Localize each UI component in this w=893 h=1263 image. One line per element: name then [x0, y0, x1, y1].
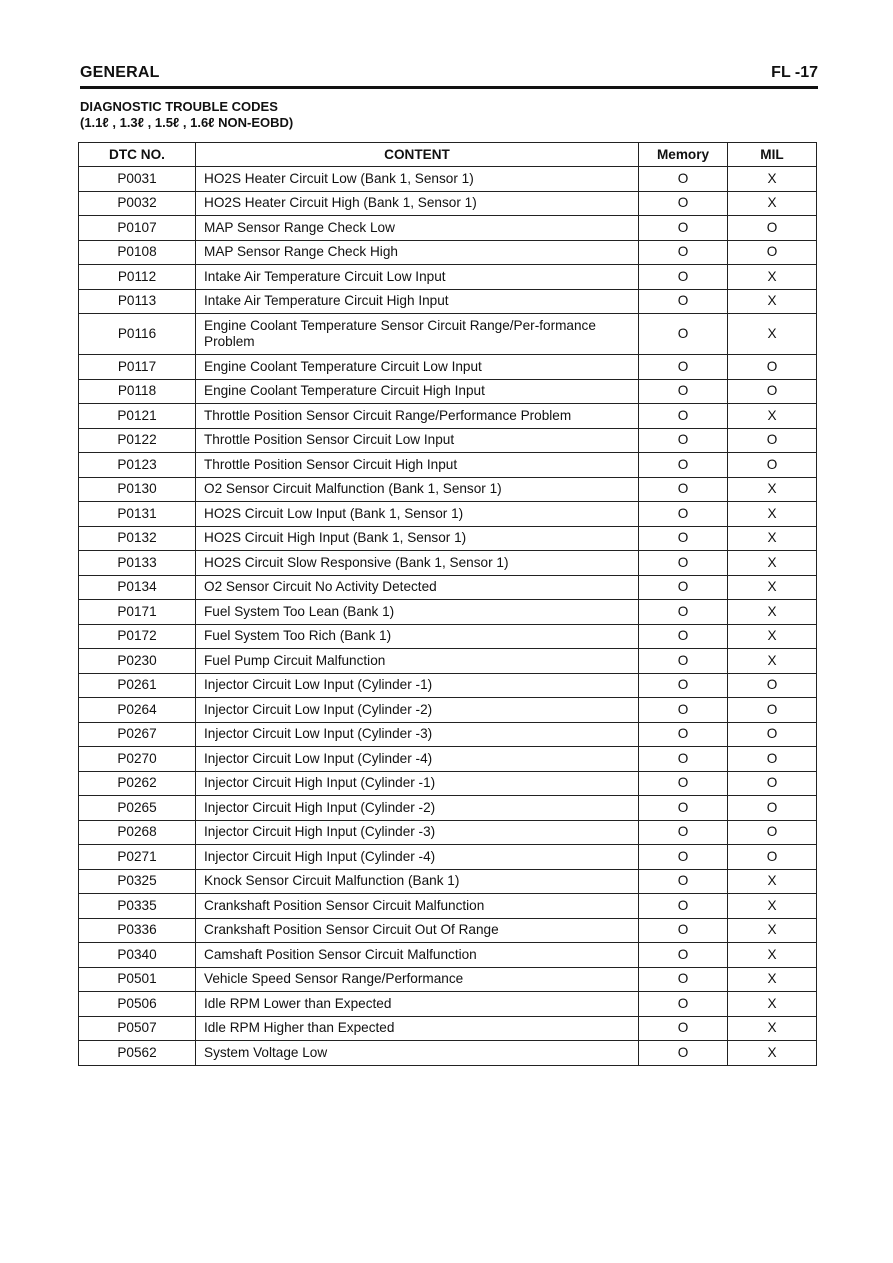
table-row — [79, 240, 817, 265]
table-row — [79, 894, 817, 919]
dtc-code-cell: P0134 — [79, 575, 196, 600]
content-cell: Engine Coolant Temperature Sensor Circuit Range/Per-formance Problem — [196, 314, 639, 355]
dtc-code-cell: P0131 — [79, 502, 196, 527]
content-cell: MAP Sensor Range Check High — [196, 240, 639, 265]
memory-cell: O — [639, 526, 728, 551]
mil-cell: O — [728, 216, 817, 241]
dtc-code-cell: P0230 — [79, 649, 196, 674]
table-row — [79, 551, 817, 576]
memory-cell: O — [639, 722, 728, 747]
mil-cell: O — [728, 771, 817, 796]
table-row — [79, 453, 817, 478]
column-header-dtc: DTC NO. — [79, 143, 196, 167]
column-header-content: CONTENT — [196, 143, 639, 167]
mil-cell: X — [728, 265, 817, 290]
mil-cell: X — [728, 918, 817, 943]
mil-cell: O — [728, 820, 817, 845]
table-row — [79, 869, 817, 894]
dtc-code-cell: P0172 — [79, 624, 196, 649]
mil-cell: O — [728, 453, 817, 478]
dtc-code-cell: P0501 — [79, 967, 196, 992]
content-cell: HO2S Circuit High Input (Bank 1, Sensor 1) — [196, 526, 639, 551]
mil-cell: X — [728, 624, 817, 649]
page-header — [80, 64, 818, 89]
memory-cell: O — [639, 216, 728, 241]
memory-cell: O — [639, 992, 728, 1017]
memory-cell: O — [639, 502, 728, 527]
content-cell: O2 Sensor Circuit No Activity Detected — [196, 575, 639, 600]
mil-cell: O — [728, 428, 817, 453]
memory-cell: O — [639, 624, 728, 649]
memory-cell: O — [639, 918, 728, 943]
content-cell: Intake Air Temperature Circuit High Input — [196, 289, 639, 314]
dtc-code-cell: P0112 — [79, 265, 196, 290]
content-cell: Injector Circuit Low Input (Cylinder -4) — [196, 747, 639, 772]
mil-cell: X — [728, 502, 817, 527]
content-cell: Fuel System Too Lean (Bank 1) — [196, 600, 639, 625]
table-row — [79, 845, 817, 870]
mil-cell: X — [728, 869, 817, 894]
memory-cell: O — [639, 265, 728, 290]
dtc-code-cell: P0506 — [79, 992, 196, 1017]
section-name: GENERAL — [80, 64, 160, 81]
dtc-code-cell: P0270 — [79, 747, 196, 772]
title-line-1: DIAGNOSTIC TROUBLE CODES — [80, 99, 278, 114]
content-cell: HO2S Circuit Slow Responsive (Bank 1, Sensor 1) — [196, 551, 639, 576]
table-row — [79, 191, 817, 216]
memory-cell: O — [639, 1041, 728, 1066]
table-row — [79, 673, 817, 698]
table-row — [79, 404, 817, 429]
table-row — [79, 167, 817, 192]
content-cell: HO2S Circuit Low Input (Bank 1, Sensor 1) — [196, 502, 639, 527]
table-row — [79, 722, 817, 747]
table-row — [79, 289, 817, 314]
memory-cell: O — [639, 869, 728, 894]
memory-cell: O — [639, 167, 728, 192]
dtc-code-cell: P0171 — [79, 600, 196, 625]
memory-cell: O — [639, 575, 728, 600]
content-cell: Injector Circuit High Input (Cylinder -3) — [196, 820, 639, 845]
memory-cell: O — [639, 845, 728, 870]
content-cell: Fuel Pump Circuit Malfunction — [196, 649, 639, 674]
memory-cell: O — [639, 600, 728, 625]
section-title — [80, 99, 293, 131]
table-row — [79, 477, 817, 502]
table-row — [79, 1041, 817, 1066]
content-cell: Injector Circuit Low Input (Cylinder -1) — [196, 673, 639, 698]
dtc-code-cell: P0261 — [79, 673, 196, 698]
mil-cell: X — [728, 314, 817, 355]
table-row — [79, 314, 817, 355]
dtc-code-cell: P0264 — [79, 698, 196, 723]
content-cell: Vehicle Speed Sensor Range/Performance — [196, 967, 639, 992]
mil-cell: X — [728, 289, 817, 314]
memory-cell: O — [639, 453, 728, 478]
content-cell: Crankshaft Position Sensor Circuit Malfunction — [196, 894, 639, 919]
memory-cell: O — [639, 551, 728, 576]
mil-cell: O — [728, 355, 817, 380]
mil-cell: O — [728, 722, 817, 747]
content-cell: Camshaft Position Sensor Circuit Malfunction — [196, 943, 639, 968]
dtc-code-cell: P0507 — [79, 1016, 196, 1041]
memory-cell: O — [639, 379, 728, 404]
dtc-code-cell: P0271 — [79, 845, 196, 870]
column-header-memory: Memory — [639, 143, 728, 167]
mil-cell: X — [728, 167, 817, 192]
memory-cell: O — [639, 355, 728, 380]
table-row — [79, 379, 817, 404]
dtc-code-cell: P0116 — [79, 314, 196, 355]
mil-cell: O — [728, 747, 817, 772]
memory-cell: O — [639, 1016, 728, 1041]
content-cell: Injector Circuit Low Input (Cylinder -3) — [196, 722, 639, 747]
content-cell: MAP Sensor Range Check Low — [196, 216, 639, 241]
dtc-code-cell: P0340 — [79, 943, 196, 968]
mil-cell: X — [728, 943, 817, 968]
table-row — [79, 943, 817, 968]
table-row — [79, 771, 817, 796]
mil-cell: X — [728, 191, 817, 216]
dtc-table-container — [78, 142, 816, 1066]
memory-cell: O — [639, 820, 728, 845]
memory-cell: O — [639, 289, 728, 314]
dtc-code-cell: P0123 — [79, 453, 196, 478]
content-cell: Injector Circuit Low Input (Cylinder -2) — [196, 698, 639, 723]
mil-cell: X — [728, 526, 817, 551]
table-row — [79, 600, 817, 625]
content-cell: Crankshaft Position Sensor Circuit Out Of Range — [196, 918, 639, 943]
table-body — [79, 167, 817, 1066]
page-number: FL -17 — [771, 64, 818, 81]
content-cell: Injector Circuit High Input (Cylinder -4) — [196, 845, 639, 870]
mil-cell: X — [728, 967, 817, 992]
dtc-code-cell: P0118 — [79, 379, 196, 404]
dtc-code-cell: P0268 — [79, 820, 196, 845]
table-row — [79, 216, 817, 241]
content-cell: Injector Circuit High Input (Cylinder -1) — [196, 771, 639, 796]
memory-cell: O — [639, 796, 728, 821]
table-row — [79, 575, 817, 600]
memory-cell: O — [639, 428, 728, 453]
dtc-code-cell: P0032 — [79, 191, 196, 216]
content-cell: Throttle Position Sensor Circuit Low Input — [196, 428, 639, 453]
table-row — [79, 967, 817, 992]
mil-cell: X — [728, 600, 817, 625]
memory-cell: O — [639, 673, 728, 698]
dtc-code-cell: P0335 — [79, 894, 196, 919]
memory-cell: O — [639, 649, 728, 674]
mil-cell: O — [728, 673, 817, 698]
memory-cell: O — [639, 698, 728, 723]
mil-cell: X — [728, 575, 817, 600]
table-row — [79, 428, 817, 453]
content-cell: Throttle Position Sensor Circuit High Input — [196, 453, 639, 478]
mil-cell: O — [728, 240, 817, 265]
content-cell: O2 Sensor Circuit Malfunction (Bank 1, Sensor 1) — [196, 477, 639, 502]
mil-cell: O — [728, 796, 817, 821]
dtc-code-cell: P0107 — [79, 216, 196, 241]
table-row — [79, 820, 817, 845]
dtc-code-cell: P0133 — [79, 551, 196, 576]
content-cell: Engine Coolant Temperature Circuit Low Input — [196, 355, 639, 380]
table-row — [79, 649, 817, 674]
dtc-code-cell: P0262 — [79, 771, 196, 796]
table-row — [79, 1016, 817, 1041]
table-row — [79, 355, 817, 380]
mil-cell: O — [728, 698, 817, 723]
memory-cell: O — [639, 191, 728, 216]
dtc-code-cell: P0265 — [79, 796, 196, 821]
table-row — [79, 747, 817, 772]
table-row — [79, 624, 817, 649]
mil-cell: O — [728, 845, 817, 870]
memory-cell: O — [639, 747, 728, 772]
mil-cell: O — [728, 379, 817, 404]
dtc-code-cell: P0108 — [79, 240, 196, 265]
table-row — [79, 796, 817, 821]
content-cell: Injector Circuit High Input (Cylinder -2) — [196, 796, 639, 821]
mil-cell: X — [728, 477, 817, 502]
content-cell: Idle RPM Lower than Expected — [196, 992, 639, 1017]
dtc-table — [78, 142, 817, 1066]
dtc-code-cell: P0325 — [79, 869, 196, 894]
dtc-code-cell: P0562 — [79, 1041, 196, 1066]
content-cell: HO2S Heater Circuit High (Bank 1, Sensor 1) — [196, 191, 639, 216]
dtc-code-cell: P0117 — [79, 355, 196, 380]
mil-cell: X — [728, 551, 817, 576]
table-header-row — [79, 143, 817, 167]
content-cell: Idle RPM Higher than Expected — [196, 1016, 639, 1041]
memory-cell: O — [639, 314, 728, 355]
dtc-code-cell: P0267 — [79, 722, 196, 747]
dtc-code-cell: P0132 — [79, 526, 196, 551]
content-cell: Intake Air Temperature Circuit Low Input — [196, 265, 639, 290]
table-row — [79, 502, 817, 527]
table-row — [79, 918, 817, 943]
dtc-code-cell: P0121 — [79, 404, 196, 429]
memory-cell: O — [639, 404, 728, 429]
content-cell: Fuel System Too Rich (Bank 1) — [196, 624, 639, 649]
table-row — [79, 992, 817, 1017]
memory-cell: O — [639, 240, 728, 265]
memory-cell: O — [639, 894, 728, 919]
dtc-code-cell: P0130 — [79, 477, 196, 502]
memory-cell: O — [639, 477, 728, 502]
content-cell: HO2S Heater Circuit Low (Bank 1, Sensor 1) — [196, 167, 639, 192]
mil-cell: X — [728, 1041, 817, 1066]
mil-cell: X — [728, 1016, 817, 1041]
memory-cell: O — [639, 967, 728, 992]
content-cell: Throttle Position Sensor Circuit Range/Performance Problem — [196, 404, 639, 429]
memory-cell: O — [639, 771, 728, 796]
table-row — [79, 698, 817, 723]
mil-cell: X — [728, 649, 817, 674]
mil-cell: X — [728, 894, 817, 919]
mil-cell: X — [728, 992, 817, 1017]
content-cell: Knock Sensor Circuit Malfunction (Bank 1) — [196, 869, 639, 894]
title-line-2: (1.1ℓ , 1.3ℓ , 1.5ℓ , 1.6ℓ NON-EOBD) — [80, 115, 294, 130]
content-cell: System Voltage Low — [196, 1041, 639, 1066]
dtc-code-cell: P0031 — [79, 167, 196, 192]
dtc-code-cell: P0336 — [79, 918, 196, 943]
content-cell: Engine Coolant Temperature Circuit High Input — [196, 379, 639, 404]
mil-cell: X — [728, 404, 817, 429]
table-row — [79, 265, 817, 290]
memory-cell: O — [639, 943, 728, 968]
dtc-code-cell: P0122 — [79, 428, 196, 453]
dtc-code-cell: P0113 — [79, 289, 196, 314]
table-row — [79, 526, 817, 551]
column-header-mil: MIL — [728, 143, 817, 167]
